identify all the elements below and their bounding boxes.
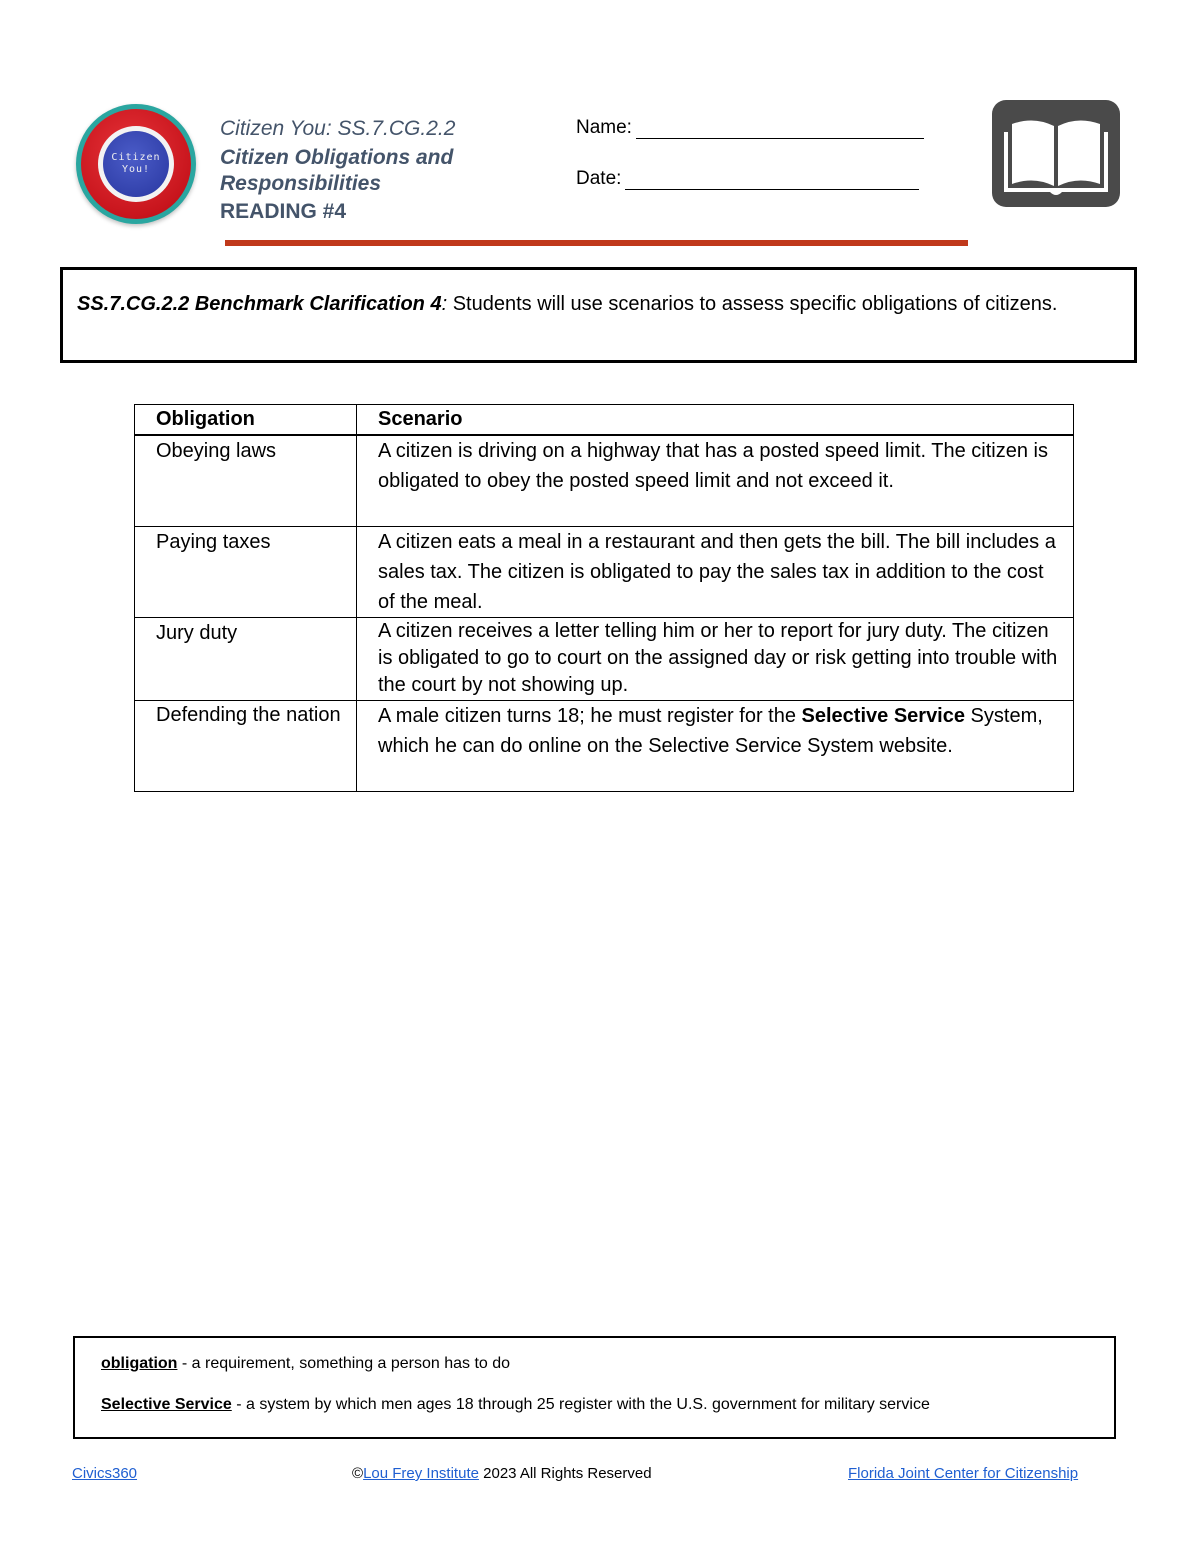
scenario-cell: A citizen eats a meal in a restaurant and then gets the bill. The bill includes a sales tax. The citizen is obligated to pay the sales tax in addition to the cost of the meal. xyxy=(357,527,1074,618)
lou-frey-institute-link[interactable]: Lou Frey Institute xyxy=(363,1465,479,1482)
obligation-cell: Paying taxes xyxy=(135,527,357,618)
date-field[interactable] xyxy=(576,168,919,190)
obligation-cell: Defending the nation xyxy=(135,701,357,792)
benchmark-box xyxy=(60,267,1137,363)
glossary-term: obligation xyxy=(101,1355,178,1372)
obligation-cell: Obeying laws xyxy=(135,435,357,527)
logo-text-line2: You! xyxy=(121,164,151,175)
glossary-term: Selective Service xyxy=(101,1396,232,1413)
book-icon xyxy=(992,100,1120,207)
copyright-symbol: © xyxy=(352,1465,364,1482)
header-scenario: Scenario xyxy=(357,405,1074,436)
scenario-text-post: System, which he can do online on the Selective Service System website. xyxy=(378,705,1043,757)
table-row xyxy=(135,618,1074,701)
citizen-you-logo xyxy=(76,104,196,224)
header-title: Citizen Obligations and Responsibilities xyxy=(220,146,454,195)
scenario-text-bold: Selective Service xyxy=(801,705,965,727)
header-obligation: Obligation xyxy=(135,405,357,436)
table-row xyxy=(135,701,1074,792)
header-subtitle: Citizen You: SS.7.CG.2.2 xyxy=(220,117,456,140)
glossary-definition: - a system by which men ages 18 through 25 register with the U.S. government for military service xyxy=(231,1396,930,1413)
header-reading: READING #4 xyxy=(220,200,347,223)
scenario-cell: A citizen is driving on a highway that has a posted speed limit. The citizen is obligated to obey the posted speed limit and not exceed it. xyxy=(357,435,1074,527)
footer-left xyxy=(72,1465,137,1482)
benchmark-text: Students will use scenarios to assess specific obligations of citizens. xyxy=(447,293,1058,315)
fjcc-link[interactable]: Florida Joint Center for Citizenship xyxy=(848,1465,1079,1482)
benchmark-colon: : xyxy=(441,293,448,315)
footer-center xyxy=(352,1465,652,1482)
table-header-row xyxy=(135,405,1074,436)
table-row xyxy=(135,527,1074,618)
date-label: Date: xyxy=(576,168,622,189)
name-field[interactable] xyxy=(576,117,924,139)
copyright-text: 2023 All Rights Reserved xyxy=(478,1465,652,1482)
scenario-cell xyxy=(357,701,1074,792)
name-line[interactable] xyxy=(636,120,924,139)
glossary-entry xyxy=(101,1396,930,1414)
scenario-cell: A citizen receives a letter telling him or her to report for jury duty. The citizen is obligated to go to court on the assigned day or risk getting into trouble with the court by not showing up. xyxy=(357,618,1074,701)
glossary-box xyxy=(73,1336,1116,1439)
header-divider xyxy=(225,240,968,246)
civics360-link[interactable]: Civics360 xyxy=(72,1465,138,1482)
benchmark-label: SS.7.CG.2.2 Benchmark Clarification 4 xyxy=(77,293,442,315)
table-row xyxy=(135,435,1074,527)
footer-right xyxy=(848,1465,1078,1482)
name-label: Name: xyxy=(576,117,632,138)
date-line[interactable] xyxy=(625,171,919,190)
glossary-entry xyxy=(101,1355,510,1373)
glossary-definition: - a requirement, something a person has to do xyxy=(177,1355,511,1372)
logo-text-line1: Citizen xyxy=(111,152,161,163)
obligation-cell: Jury duty xyxy=(135,618,357,701)
scenario-text-pre: A male citizen turns 18; he must register for the xyxy=(378,705,802,727)
obligations-table xyxy=(134,404,1074,792)
